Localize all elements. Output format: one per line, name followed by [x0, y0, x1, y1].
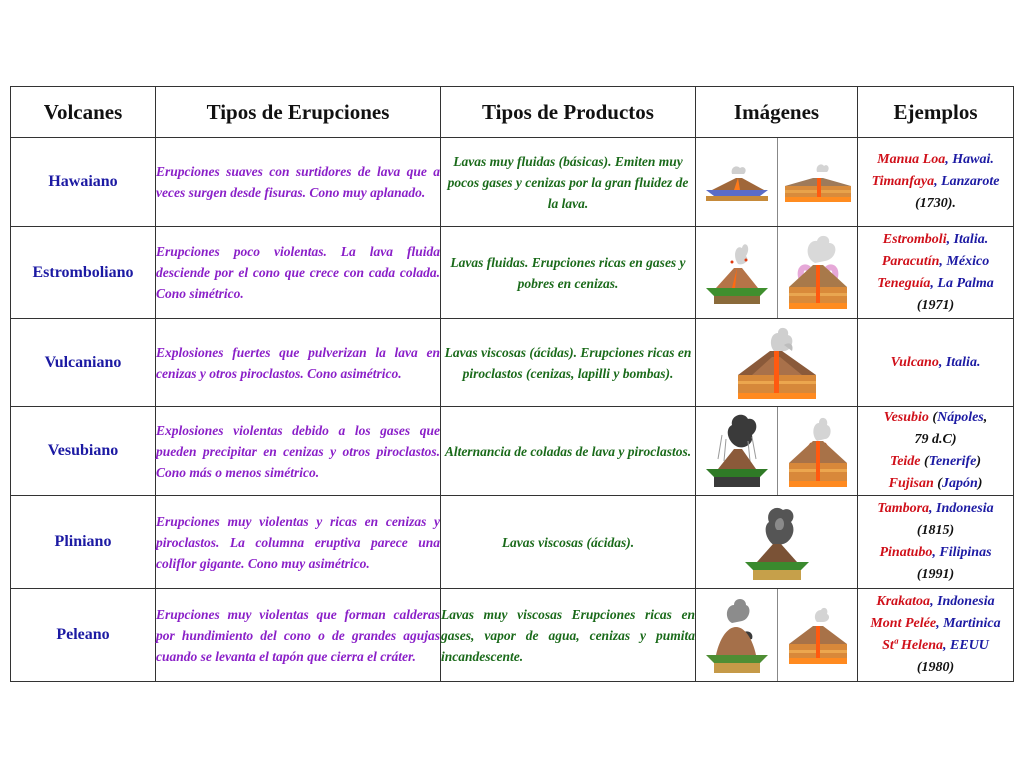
example-line: [858, 613, 1013, 635]
example-location: Hawai.: [952, 152, 994, 167]
example-line: [858, 564, 1013, 586]
image-cell: [696, 319, 858, 407]
header-imagenes: Imágenes: [696, 87, 858, 138]
example-separator: ,: [938, 354, 946, 370]
header-volcanes: Volcanes: [11, 87, 156, 138]
example-line: [858, 473, 1013, 495]
header-row: [11, 87, 1014, 138]
examples-cell: [858, 589, 1014, 682]
eruption-description: Explosiones violentas debido a los gases que pueden precipitar en cenizas y otros piroclastos. Cono más o menos simétrico.: [156, 407, 441, 496]
example-line: [858, 591, 1013, 613]
eruption-description: Erupciones muy violentas y ricas en cenizas y piroclastos. La columna eruptiva parece una coliflor gigante. Cono muy asimétrico.: [156, 496, 441, 589]
example-date: (1980): [916, 660, 955, 675]
example-volcano: Vulcano: [890, 354, 939, 370]
example-line: [858, 352, 1013, 374]
example-volcano: Teide: [889, 454, 921, 469]
vesuvian-ash-cloud-icon: [702, 409, 772, 493]
vesuvian-cross-section-icon: [783, 409, 853, 493]
example-line: [858, 520, 1013, 542]
image-cell: [778, 138, 858, 227]
image-cell: [778, 589, 858, 682]
example-location: Martinica: [943, 616, 1001, 631]
example-volcano: Estromboli: [882, 231, 947, 247]
examples-cell: [858, 227, 1014, 319]
example-location: Indonesia: [936, 501, 994, 516]
hawaiian-cross-section-icon: [783, 160, 853, 204]
example-location: La Palma: [937, 275, 994, 291]
example-date: (1991): [916, 567, 955, 582]
volcano-name: Estromboliano: [11, 227, 156, 319]
image-cell: [696, 407, 778, 496]
volcano-name: Peleano: [11, 589, 156, 682]
example-volcano: Mont Pelée: [870, 616, 937, 631]
vulcanian-cross-section-icon: [732, 323, 822, 403]
example-volcano: Manua Loa: [877, 152, 946, 167]
row-hawaiano: [11, 138, 1014, 227]
row-peleano: [11, 589, 1014, 682]
products-description: Lavas muy fluidas (básicas). Emiten muy pocos gases y cenizas por la gran fluidez de la lava.: [441, 138, 696, 227]
image-cell: [778, 227, 858, 319]
volcano-name: Vulcaniano: [11, 319, 156, 407]
products-description: Lavas viscosas (ácidas).: [441, 496, 696, 589]
eruption-description: Erupciones suaves con surtidores de lava que a veces surgen desde fisuras. Cono muy aplanado.: [156, 138, 441, 227]
example-separator: ,: [929, 501, 937, 516]
example-separator: ): [976, 454, 982, 469]
example-separator: (: [933, 476, 942, 491]
row-vesubiano: [11, 407, 1014, 496]
example-location: Italia.: [953, 231, 989, 247]
row-vulcaniano: [11, 319, 1014, 407]
products-description: Lavas fluidas. Erupciones ricas en gases y pobres en cenizas.: [441, 227, 696, 319]
example-line: [858, 251, 1013, 273]
example-volcano: Pinatubo: [879, 545, 933, 560]
strombolian-cross-section-icon: [783, 233, 853, 313]
example-line: [858, 657, 1013, 679]
example-line: [858, 171, 1013, 193]
volcano-name: Pliniano: [11, 496, 156, 589]
header-tipos-erupciones: Tipos de Erupciones: [156, 87, 441, 138]
example-date: (1971): [916, 297, 955, 313]
products-description: Alternancia de coladas de lava y piroclastos.: [441, 407, 696, 496]
example-volcano: Teneguía: [877, 275, 931, 291]
example-line: [858, 498, 1013, 520]
example-location: EEUU: [950, 638, 989, 653]
example-volcano: Fujisan: [888, 476, 934, 491]
example-volcano: Vesubio: [883, 410, 929, 425]
example-separator: ,: [945, 152, 953, 167]
example-separator: ,: [943, 638, 951, 653]
products-description: Lavas muy viscosas Erupciones ricas en gases, vapor de agua, cenizas y pumita incandescente.: [441, 589, 696, 682]
eruption-description: Erupciones muy violentas que forman calderas por hundimiento del cono o de grandes agujas cuando se levanta el tapón que cierra el cráter.: [156, 589, 441, 682]
example-line: [858, 542, 1013, 564]
pelean-cross-section-icon: [783, 600, 853, 670]
example-line: [858, 407, 1013, 429]
image-cell: [696, 138, 778, 227]
examples-cell: [858, 138, 1014, 227]
examples-cell: [858, 496, 1014, 589]
example-separator: ,: [983, 410, 988, 425]
image-cell: [696, 496, 858, 589]
example-separator: ): [977, 476, 983, 491]
example-separator: ,: [946, 231, 954, 247]
products-description: Lavas viscosas (ácidas). Erupciones ricas en piroclastos (cenizas, lapilli y bombas).: [441, 319, 696, 407]
example-volcano: Krakatoa: [876, 594, 931, 609]
pelean-dome-icon: [702, 593, 772, 677]
example-separator: ,: [932, 545, 940, 560]
example-volcano: Timanfaya: [871, 174, 935, 189]
example-line: [858, 635, 1013, 657]
image-cell: [696, 589, 778, 682]
image-cell: [696, 227, 778, 319]
example-date: 79 d.C): [914, 432, 957, 447]
header-tipos-productos: Tipos de Productos: [441, 87, 696, 138]
example-date: (1730).: [915, 196, 956, 211]
eruption-description: Erupciones poco violentas. La lava fluida desciende por el cono que crece con cada colada. Cono simétrico.: [156, 227, 441, 319]
examples-cell: [858, 319, 1014, 407]
example-line: [858, 193, 1013, 215]
example-location: México: [946, 253, 990, 269]
example-separator: ,: [939, 253, 947, 269]
plinian-eruption-column-icon: [737, 500, 817, 584]
example-location: Tenerife: [928, 454, 977, 469]
example-volcano: Stª Helena: [882, 638, 944, 653]
example-line: [858, 429, 1013, 451]
volcano-name: Hawaiano: [11, 138, 156, 227]
example-separator: ,: [930, 275, 938, 291]
example-separator: ,: [930, 594, 938, 609]
example-location: Lanzarote: [941, 174, 1000, 189]
example-separator: (: [920, 454, 929, 469]
example-location: Italia.: [945, 354, 981, 370]
example-location: Nápoles: [937, 410, 984, 425]
example-separator: ,: [936, 616, 944, 631]
example-location: Indonesia: [937, 594, 995, 609]
example-line: [858, 295, 1013, 317]
example-line: [858, 149, 1013, 171]
image-cell: [778, 407, 858, 496]
example-separator: (: [928, 410, 938, 425]
examples-cell: [858, 407, 1014, 496]
example-volcano: Tambora: [877, 501, 930, 516]
example-location: Filipinas: [939, 545, 992, 560]
row-pliniano: [11, 496, 1014, 589]
volcano-types-table: [10, 86, 1014, 682]
eruption-description: Explosiones fuertes que pulverizan la lava en cenizas y otros piroclastos. Cono asimétrico.: [156, 319, 441, 407]
example-separator: ,: [934, 174, 942, 189]
strombolian-cone-icon: [702, 236, 772, 310]
hawaiian-flat-volcano-icon: [702, 160, 772, 204]
row-estromboliano: [11, 227, 1014, 319]
example-date: (1815): [916, 523, 955, 538]
example-location: Japón: [941, 476, 978, 491]
example-line: [858, 229, 1013, 251]
example-line: [858, 273, 1013, 295]
header-ejemplos: Ejemplos: [858, 87, 1014, 138]
example-line: [858, 451, 1013, 473]
example-volcano: Paracutín: [881, 253, 940, 269]
volcano-name: Vesubiano: [11, 407, 156, 496]
